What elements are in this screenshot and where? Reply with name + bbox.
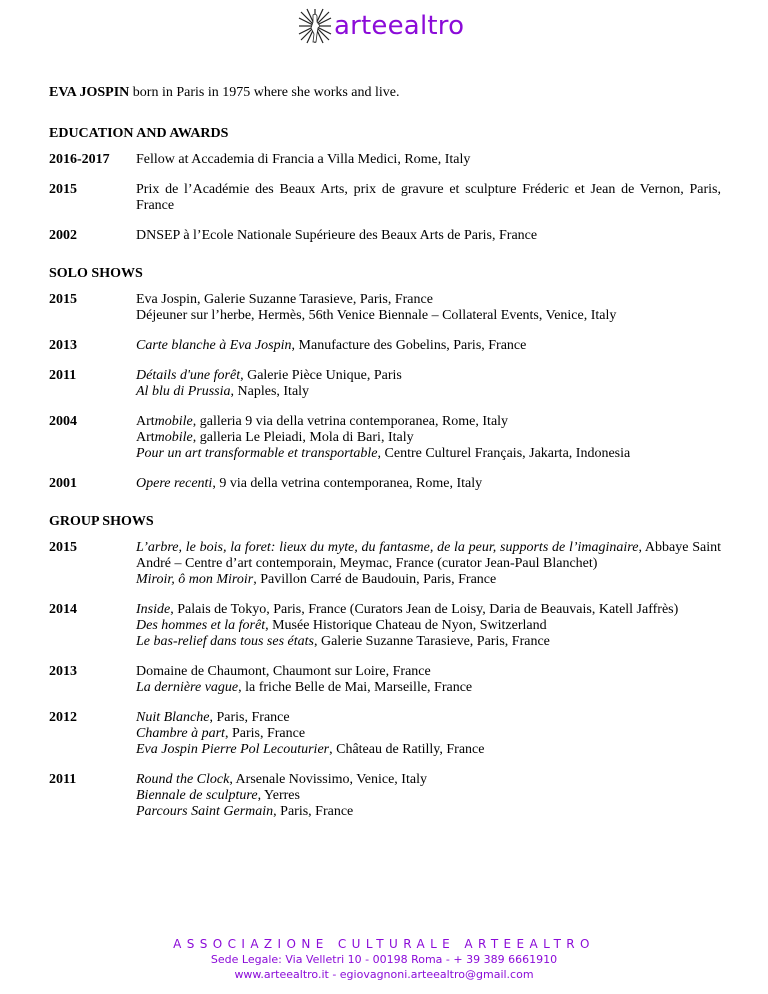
entry-title: L’arbre, le bois, la foret: lieux du myte, du fantasme, de la peur, supports de l’imaginaire (136, 540, 639, 555)
section-title: EDUCATION AND AWARDS (49, 126, 229, 141)
section-title: GROUP SHOWS (49, 514, 154, 529)
entry-year: 2013 (49, 338, 77, 353)
entry-row (49, 152, 721, 168)
footer-web: www.arteealtro.it - egiovagnoni.arteealtro@gmail.com (234, 968, 534, 981)
entry-year: 2004 (49, 414, 77, 429)
entry-row (49, 414, 721, 462)
footer (0, 936, 768, 982)
entry-year: 2014 (49, 602, 77, 617)
entry-title: Des hommes et la forêt (136, 618, 266, 633)
cv-content (49, 85, 721, 834)
entry-text: , Naples, Italy (230, 384, 310, 399)
entry-row (49, 292, 721, 324)
entry-title: Le bas-relief dans tous ses états (136, 634, 314, 649)
entry-line (136, 540, 721, 572)
entry-text: , Arsenale Novissimo, Venice, Italy (229, 772, 427, 787)
entry-line (136, 476, 721, 492)
entry-lines (136, 540, 721, 588)
entry-text: Prix de l’Académie des Beaux Arts, prix de gravure et sculpture Fréderic et Jean de Vernon, Paris, France (136, 182, 721, 213)
entry-year: 2015 (49, 540, 77, 555)
entry-title: Round the Clock (136, 772, 230, 787)
entry-text: Art (136, 414, 155, 429)
entry-text: , Yerres (257, 788, 300, 803)
entry-row (49, 228, 721, 244)
sections (49, 126, 721, 820)
entry-text: , Pavillon Carré de Baudouin, Paris, France (253, 572, 497, 587)
entry-text: Art (136, 430, 155, 445)
entry-title: Biennale de sculpture (136, 788, 258, 803)
entry-row (49, 664, 721, 696)
entry-line (136, 152, 721, 168)
entry-line (136, 308, 721, 324)
artist-name: EVA JOSPIN (49, 85, 130, 100)
footer-org: ASSOCIAZIONE CULTURALE ARTEEALTRO (173, 937, 595, 951)
entry-text: Déjeuner sur l’herbe, Hermès, 56th Venice Biennale – Collateral Events, Venice, Italy (136, 308, 617, 323)
section-title: SOLO SHOWS (49, 266, 143, 281)
entry-line (136, 368, 721, 384)
entry-lines (136, 414, 721, 462)
entry-lines (136, 476, 721, 492)
entry-row (49, 540, 721, 588)
logo (298, 6, 464, 46)
entry-title: Pour un art transformable et transportable (136, 446, 378, 461)
entry-year: 2015 (49, 292, 77, 307)
entry-line (136, 572, 721, 588)
entry-line (136, 228, 721, 244)
entry-line (136, 664, 721, 680)
starburst-figure-icon (298, 8, 332, 44)
entry-line (136, 804, 721, 820)
footer-address: Sede Legale: Via Velletri 10 - 00198 Roma - + 39 389 6661910 (210, 953, 558, 966)
entry-line (136, 414, 721, 430)
entry-text: , Abbaye Saint André – Centre d’art contemporain, Meymac, France (curator Jean-Paul Blanchet) (136, 540, 721, 571)
entry-text: , Centre Culturel Français, Jakarta, Indonesia (377, 446, 631, 461)
entry-line (136, 680, 721, 696)
entry-title: mobile (154, 430, 193, 445)
entry-title: Eva Jospin Pierre Pol Lecouturier (136, 742, 330, 757)
entry-title: Parcours Saint Germain (136, 804, 274, 819)
entry-text: , Musée Historique Chateau de Nyon, Switzerland (265, 618, 547, 633)
entry-year: 2001 (49, 476, 77, 491)
entry-line (136, 788, 721, 804)
entry-lines (136, 292, 721, 324)
entry-text: Fellow at Accademia di Francia a Villa Medici, Rome, Italy (136, 152, 471, 167)
entry-line (136, 384, 721, 400)
entry-line (136, 446, 721, 462)
entry-year: 2012 (49, 710, 77, 725)
entry-row (49, 338, 721, 354)
section (49, 514, 721, 820)
entry-line (136, 710, 721, 726)
entry-row (49, 476, 721, 492)
entry-year: 2011 (49, 368, 77, 383)
entry-line (136, 742, 721, 758)
section (49, 266, 721, 492)
entry-year: 2002 (49, 228, 77, 243)
entry-year: 2013 (49, 664, 77, 679)
entry-text: , galleria Le Pleiadi, Mola di Bari, Italy (192, 430, 414, 445)
entry-text: , la friche Belle de Mai, Marseille, France (238, 680, 473, 695)
section (49, 126, 721, 244)
entry-row (49, 182, 721, 214)
entry-title: Inside (136, 602, 171, 617)
entry-title: Carte blanche à Eva Jospin (136, 338, 292, 353)
entry-text: DNSEP à l’Ecole Nationale Supérieure des Beaux Arts de Paris, France (136, 228, 538, 243)
entry-text: , Paris, France (273, 804, 354, 819)
entry-title: Chambre à part (136, 726, 225, 741)
entry-lines (136, 228, 721, 244)
entry-row (49, 368, 721, 400)
entry-lines (136, 338, 721, 354)
logo-text: arteealtro (334, 11, 465, 41)
intro-text: born in Paris in 1975 where she works and live. (129, 85, 400, 100)
entry-text: , Château de Ratilly, France (329, 742, 485, 757)
entry-title: mobile (154, 414, 193, 429)
entry-lines (136, 152, 721, 168)
entry-text: Domaine de Chaumont, Chaumont sur Loire, France (136, 664, 431, 679)
entry-lines (136, 602, 721, 650)
intro (49, 85, 721, 101)
entry-line (136, 602, 721, 618)
entry-row (49, 772, 721, 820)
entry-line (136, 726, 721, 742)
entry-title: Al blu di Prussia (136, 384, 231, 399)
entry-title: Miroir, ô mon Miroir (136, 572, 254, 587)
entry-line (136, 772, 721, 788)
entry-title: La dernière vague (136, 680, 239, 695)
entry-line (136, 430, 721, 446)
entry-lines (136, 182, 721, 214)
entry-title: Nuit Blanche (136, 710, 210, 725)
entry-year: 2011 (49, 772, 77, 787)
entry-text: , Galerie Pièce Unique, Paris (240, 368, 402, 383)
entry-lines (136, 710, 721, 758)
entry-lines (136, 664, 721, 696)
entry-row (49, 602, 721, 650)
entry-line (136, 618, 721, 634)
entry-text: , Manufacture des Gobelins, Paris, France (291, 338, 527, 353)
entry-text: , 9 via della vetrina contemporanea, Rome, Italy (212, 476, 483, 491)
entry-title: Opere recenti (136, 476, 213, 491)
entry-title: Détails d'une forêt (136, 368, 241, 383)
entry-text: , Palais de Tokyo, Paris, France (Curators Jean de Loisy, Daria de Beauvais, Katell Jaffrès) (170, 602, 679, 617)
entry-text: , Galerie Suzanne Tarasieve, Paris, France (313, 634, 550, 649)
entry-text: , Paris, France (209, 710, 290, 725)
entry-year: 2015 (49, 182, 77, 197)
entry-lines (136, 772, 721, 820)
entry-text: , Paris, France (224, 726, 306, 741)
entry-lines (136, 368, 721, 400)
entry-line (136, 292, 721, 308)
entry-line (136, 182, 721, 214)
entry-year: 2016-2017 (49, 152, 110, 167)
entry-row (49, 710, 721, 758)
entry-text: Eva Jospin, Galerie Suzanne Tarasieve, Paris, France (136, 292, 433, 307)
entry-text: , galleria 9 via della vetrina contemporanea, Rome, Italy (192, 414, 509, 429)
entry-line (136, 338, 721, 354)
entry-line (136, 634, 721, 650)
